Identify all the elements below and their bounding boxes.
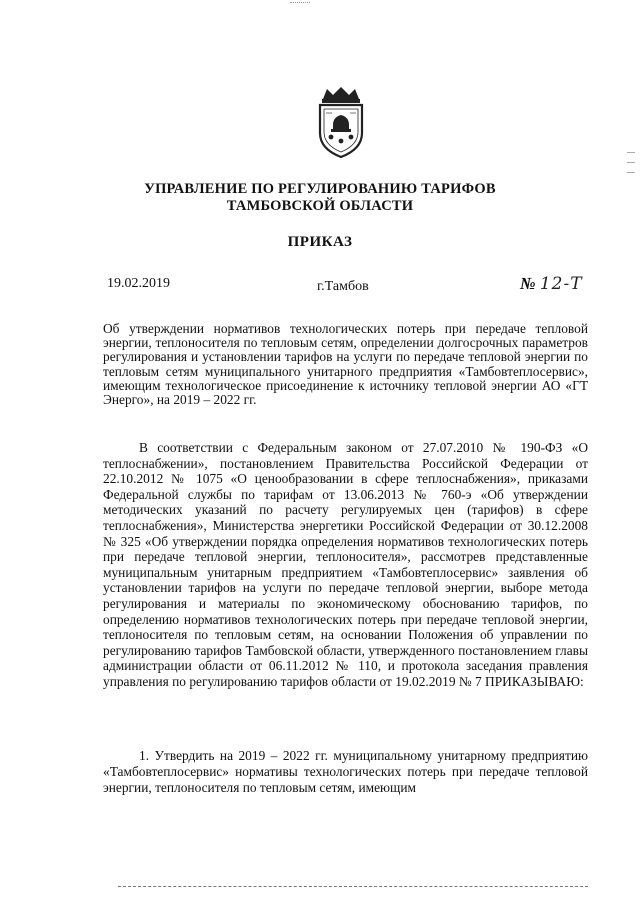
order-item-1: 1. Утвердить на 2019 – 2022 гг. муниципальному унитарному предприятию «Тамбовтеплосервис» нормативы технологических потерь при передаче тепловой энергии, теплоносителя по тепловым сетям, имеющим <box>103 748 588 795</box>
scan-footer-line <box>118 886 588 887</box>
handwritten-number: 12-Т <box>539 274 583 294</box>
scan-mark <box>627 172 635 173</box>
document-type: ПРИКАЗ <box>287 234 353 250</box>
tambov-coat-of-arms-icon <box>313 85 369 159</box>
scan-mark <box>627 162 635 163</box>
scan-mark <box>290 2 310 3</box>
document-number <box>520 274 583 294</box>
number-prefix: № <box>520 274 536 293</box>
preamble-paragraph: В соответствии с Федеральным законом от 27.07.2010 № 190-ФЗ «О теплоснабжении», постановлением Правительства Российской Федерации от 22.10.2012 № 1075 «О ценообразовании в сфере теплоснабжения», приказами Федеральной службы по тарифам от 13.06.2013 № 760-э «Об утверждении методических указаний по расчету регулируемых цен (тарифов) в сфере теплоснабжения», Министерства энергетики Российской Федерации от 30.12.2008 № 325 «Об утверждении порядка определения нормативов технологических потерь при передаче тепловой энергии, теплоносителя», рассмотрев представленные муниципальным унитарным предприятием «Тамбовтеплосервис» заявления об установлении тарифов на услуги по передаче тепловой энергии, выборе метода регулирования и материалы по экономическому обоснованию тарифов, по определению нормативов технологических потерь при передаче тепловой энергии, теплоносителя по тепловым сетям, на основании Положения об управлении по регулированию тарифов Тамбовской области, утвержденного постановлением главы администрации области от 06.11.2012 № 110, и протокола заседания правления управления по регулированию тарифов области от 19.02.2019 № 7 ПРИКАЗЫВАЮ: <box>103 440 588 689</box>
document-subject: Об утверждении нормативов технологических потерь при передаче тепловой энергии, теплоносителя по тепловым сетям, определении долгосрочных параметров регулирования и установлении тарифов на услуги по передаче тепловой энергии по тепловым сетям муниципального унитарного предприятия «Тамбовтеплосервис», имеющим технологическое присоединение к источнику тепловой энергии АО «ГТ Энерго», на 2019 – 2022 гг. <box>103 321 588 408</box>
authority-title-line1: УПРАВЛЕНИЕ ПО РЕГУЛИРОВАНИЮ ТАРИФОВ <box>144 181 496 197</box>
scan-mark <box>627 152 635 153</box>
authority-title-line2: ТАМБОВСКОЙ ОБЛАСТИ <box>226 198 414 214</box>
document-date: 19.02.2019 <box>107 276 170 291</box>
document-city: г.Тамбов <box>317 279 369 294</box>
